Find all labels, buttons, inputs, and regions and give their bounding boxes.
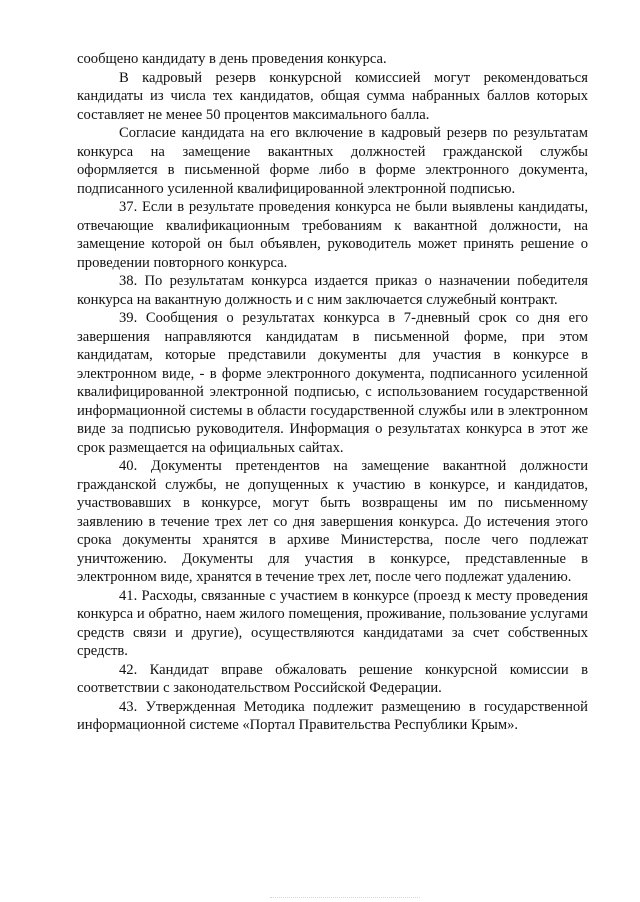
paragraph-reserve-consent: Согласие кандидата на его включение в кадровый резерв по результатам конкурса на замещение вакантных должностей гражданской службы оформляется в письменной форме либо в форме электронного документа, подписанного усиленной квалифицированной электронной подписью. [77,125,588,197]
paragraph-37: 37. Если в результате проведения конкурса не были выявлены кандидаты, отвечающие квалификационным требованиям к вакантной должности, на замещение которой он был объявлен, руководитель может принять решение о проведении повторного конкурса. [77,199,588,271]
paragraph-41: 41. Расходы, связанные с участием в конкурсе (проезд к месту проведения конкурса и обратно, наем жилого помещения, проживание, пользование услугами средств связи и другие), осуществляются кандидатами за счет собственных средств. [77,587,588,659]
footer-scan-mark [270,897,420,902]
paragraph-39: 39. Сообщения о результатах конкурса в 7-дневный срок со дня его завершения направляются кандидатам в письменной форме, при этом кандидатам, которые представили документы для участия в конкурсе в электронном виде, - в форме электронного документа, подписанного усиленной квалифицированной электронной подписью, с использованием государственной информационной системы в области государственной службы или в электронном виде за подписью руководителя. Информация о результатах конкурса в этот же срок размещается на официальных сайтах. [77,310,588,456]
paragraph-reserve-recommendation: В кадровый резерв конкурсной комиссией могут рекомендоваться кандидаты из числа тех кандидатов, общая сумма набранных баллов которых составляет не менее 50 процентов максимального балла. [77,69,588,123]
paragraph-continuation: сообщено кандидату в день проведения конкурса. [77,51,387,67]
paragraph-38: 38. По результатам конкурса издается приказ о назначении победителя конкурса на вакантную должность и с ним заключается служебный контракт. [77,273,588,308]
document-body [77,50,588,735]
paragraph-43: 43. Утвержденная Методика подлежит размещению в государственной информационной системе «Портал Правительства Республики Крым». [77,698,588,733]
paragraph-40: 40. Документы претендентов на замещение вакантной должности гражданской службы, не допущенных к участию в конкурсе, и кандидатов, участвовавших в конкурсе, могут быть возвращены им по письменному заявлению в течение трех лет со дня завершения конкурса. До истечения этого срока документы хранятся в архиве Министерства, после чего подлежат уничтожению. Документы для участия в конкурсе, представленные в электронном виде, хранятся в течение трех лет, после чего подлежат удалению. [77,458,588,585]
paragraph-42: 42. Кандидат вправе обжаловать решение конкурсной комиссии в соответствии с законодательством Российской Федерации. [77,661,588,696]
